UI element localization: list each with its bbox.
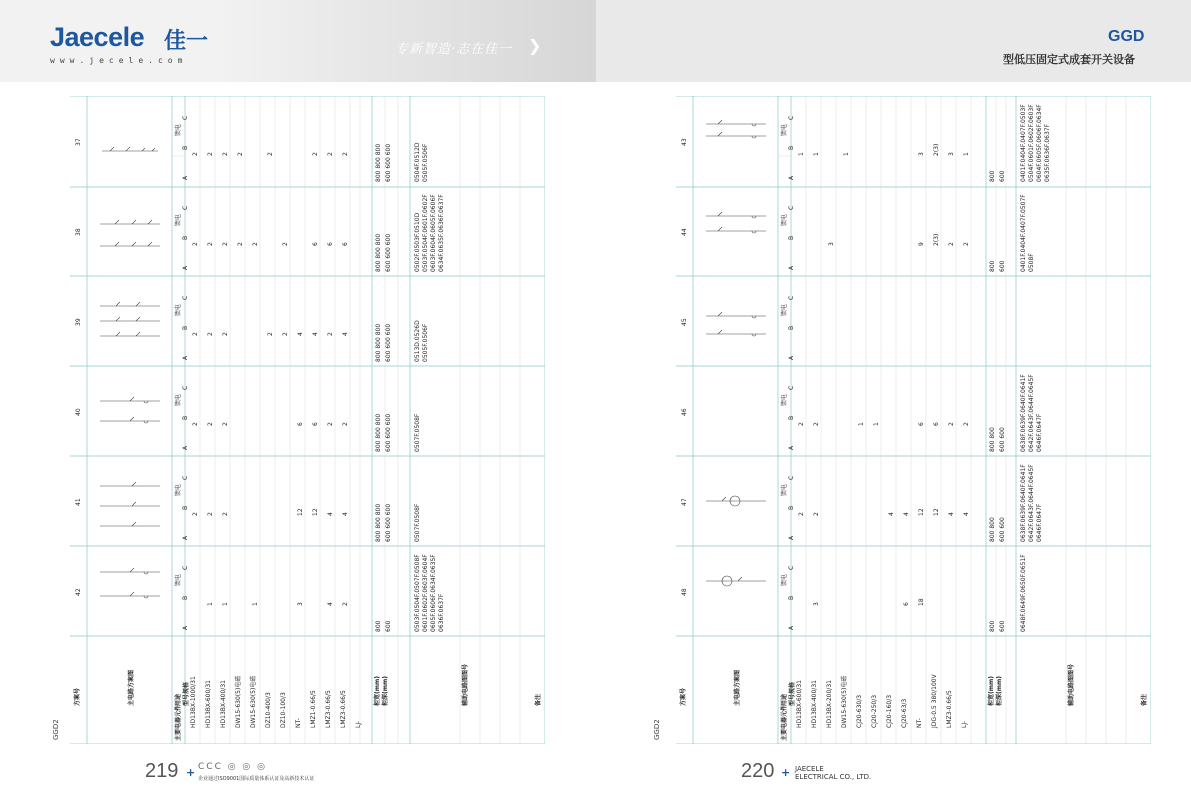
element-quantity: 4 <box>327 602 334 606</box>
page-number-right: 220 <box>741 760 775 782</box>
model-item: LJ- <box>961 720 968 728</box>
company-logo-cn: 佳一 <box>164 29 209 54</box>
element-quantity: 1 <box>963 152 970 156</box>
model-item: HD13BX-400/31 <box>220 680 227 728</box>
element-quantity: 2 <box>192 242 199 246</box>
phase-b-label: B <box>788 505 795 510</box>
element-quantity: 1 <box>222 602 229 606</box>
element-quantity: 2 <box>282 332 289 336</box>
element-quantity: 2 <box>342 422 349 426</box>
cabinet-width: 800 800 800 <box>375 413 382 452</box>
cabinet-depth: 600 <box>385 620 392 632</box>
company-logo: Jaecele <box>50 22 145 52</box>
model-label: 型号规格 <box>183 681 190 706</box>
element-quantity: 3 <box>828 242 835 246</box>
model-item: LJ- <box>355 720 362 728</box>
model-item: CJ20-250/3 <box>871 694 878 728</box>
model-item: DW15-630(5)电磁 <box>841 675 848 728</box>
phase-c-label: C <box>182 475 189 480</box>
main-elements-label: 主要电器元件 <box>781 704 788 741</box>
aux-diagram-ref: 0642F.0643F.0644F.0645F <box>1028 464 1035 542</box>
aux-diagram-ref: 0603F.0604F.0605F.0606F <box>430 194 437 272</box>
element-quantity: 2 <box>342 152 349 156</box>
model-item: NT- <box>295 718 302 728</box>
scheme-no-label: 方案号 <box>74 687 81 706</box>
phase-a-label: A <box>182 445 189 450</box>
cabinet-width: 800 800 800 <box>375 323 382 362</box>
phase-c-label: C <box>182 295 189 300</box>
model-item: LMZ1-0.66/5 <box>310 690 317 728</box>
aux-diagram-ref: 0642F.0643F.0644F.0645F <box>1028 374 1035 452</box>
phase-c-label: C <box>788 115 795 120</box>
aux-diagram-ref: 0505F.0506F <box>422 143 429 182</box>
aux-diagram-ref: 0604F.0605F.0606F.0634F <box>1036 104 1043 182</box>
usage-value: 馈电 <box>781 483 788 496</box>
element-quantity: 6 <box>312 242 319 246</box>
model-item: DZ10-400/3 <box>265 692 272 728</box>
aux-diagram-ref: 0401F.0404F.0407F.0503F <box>1020 104 1027 182</box>
element-quantity: 2 <box>222 332 229 336</box>
phase-c-label: C <box>182 565 189 570</box>
scheme-no-label: 方案号 <box>680 687 687 706</box>
width-label: 柜宽(mm) <box>374 676 381 706</box>
phase-b-label: B <box>182 505 189 510</box>
scheme-row <box>676 366 1151 456</box>
element-quantity: 2 <box>207 332 214 336</box>
element-quantity: 6 <box>297 422 304 426</box>
usage-value: 馈电 <box>175 483 182 496</box>
element-quantity: 4 <box>948 512 955 516</box>
scheme-number: 40 <box>75 408 82 416</box>
element-quantity: 2 <box>222 242 229 246</box>
aux-diagram-ref: 0636F.0637F <box>438 593 445 632</box>
element-quantity: 12 <box>918 508 925 516</box>
phase-c-label: C <box>182 205 189 210</box>
cabinet-width: 800 <box>989 170 996 182</box>
element-quantity: 2 <box>267 332 274 336</box>
aux-diagram-ref: 0646F.0647F <box>1036 413 1043 452</box>
element-quantity: 4 <box>312 332 319 336</box>
cabinet-width: 800 <box>375 620 382 632</box>
element-quantity: 2 <box>207 152 214 156</box>
model-item: LMZ3-0.66/5 <box>325 690 332 728</box>
element-quantity: 6 <box>312 422 319 426</box>
main-circuit-label: 主电路方案图 <box>128 669 135 706</box>
model-item: HD13BX-600/31 <box>205 680 212 728</box>
scheme-row <box>676 276 1151 366</box>
company-line-1: JAECELE <box>795 765 824 773</box>
element-quantity: 12 <box>312 508 319 516</box>
chevron-right-icon: ❯ <box>528 36 542 55</box>
page-number-left: 219 <box>145 760 179 782</box>
scheme-number: 43 <box>681 138 688 146</box>
element-quantity: 6 <box>903 602 910 606</box>
scheme-number: 39 <box>75 318 82 326</box>
model-label: 型号规格 <box>789 681 796 706</box>
scheme-row <box>70 366 545 456</box>
aux-diagram-ref: 0504F.0601F.0602F.0603F <box>1028 104 1035 182</box>
phase-c-label: C <box>182 115 189 120</box>
phase-a-label: A <box>788 265 795 270</box>
model-item: DW15-630(5)电磁 <box>250 675 257 728</box>
scheme-number: 41 <box>75 498 82 506</box>
usage-label: 用途 <box>175 693 182 706</box>
element-quantity: 1 <box>873 422 880 426</box>
side-label-left: GGD2 <box>52 719 60 740</box>
element-quantity: 2 <box>813 512 820 516</box>
aux-diagram-ref: 0507F.0508F <box>414 413 421 452</box>
element-quantity: 2 <box>207 512 214 516</box>
element-quantity: 6 <box>342 242 349 246</box>
element-quantity: 2 <box>237 242 244 246</box>
element-quantity: 18 <box>918 598 925 606</box>
element-quantity: 2 <box>327 152 334 156</box>
element-quantity: 6 <box>933 422 940 426</box>
usage-value: 馈电 <box>781 303 788 316</box>
element-quantity: 4 <box>903 512 910 516</box>
phase-a-label: A <box>788 625 795 630</box>
element-quantity: 2 <box>327 332 334 336</box>
cabinet-width: 800 800 800 <box>375 233 382 272</box>
scheme-number: 44 <box>681 228 688 236</box>
element-quantity: 2 <box>948 422 955 426</box>
phase-c-label: C <box>788 385 795 390</box>
cabinet-depth: 600 <box>999 260 1006 272</box>
model-item: HD13BX-400/31 <box>811 680 818 728</box>
element-quantity: 4 <box>327 512 334 516</box>
aux-diagram-ref: 0502F.0503F.0510D <box>414 212 421 272</box>
element-quantity: 1 <box>843 152 850 156</box>
element-quantity: 3 <box>918 152 925 156</box>
element-quantity: 2 <box>222 152 229 156</box>
element-quantity: 4 <box>963 512 970 516</box>
element-quantity: 4 <box>888 512 895 516</box>
usage-value: 馈电 <box>175 123 182 136</box>
main-elements-label: 主要电器元件 <box>175 704 182 741</box>
usage-value: 馈电 <box>781 393 788 406</box>
model-item: CJ20-160/3 <box>886 694 893 728</box>
element-quantity: 3 <box>813 602 820 606</box>
width-label: 柜宽(mm) <box>988 676 995 706</box>
scheme-row <box>70 456 545 546</box>
element-quantity: 2 <box>222 422 229 426</box>
element-quantity: 2 <box>798 422 805 426</box>
element-quantity: 2 <box>948 242 955 246</box>
cabinet-depth: 600 600 <box>999 427 1006 452</box>
depth-label: 柜深(mm) <box>382 676 389 706</box>
element-quantity: 2 <box>192 422 199 426</box>
model-item: DW15-630(5)电磁 <box>235 675 242 728</box>
scheme-row <box>676 96 1151 186</box>
phase-b-label: B <box>182 235 189 240</box>
element-quantity: 2 <box>342 602 349 606</box>
aux-label: 辅助电路图图号 <box>1068 663 1075 706</box>
scheme-number: 46 <box>681 408 688 416</box>
phase-a-label: A <box>182 535 189 540</box>
usage-value: 馈电 <box>175 303 182 316</box>
model-item: HD13BX-1000/31 <box>190 676 197 728</box>
phase-b-label: B <box>182 415 189 420</box>
aux-diagram-ref: 0401F.0404F.0407F.0507F <box>1020 194 1027 272</box>
phase-a-label: A <box>788 535 795 540</box>
element-quantity: 2 <box>222 512 229 516</box>
aux-diagram-ref: 0638F.0639F.0640F.0641F <box>1020 464 1027 542</box>
element-quantity: 4 <box>297 332 304 336</box>
element-quantity: 12 <box>933 508 940 516</box>
phase-a-label: A <box>182 355 189 360</box>
depth-label: 柜深(mm) <box>996 676 1003 706</box>
element-quantity: 6 <box>918 422 925 426</box>
main-circuit-label: 主电路方案图 <box>734 669 741 706</box>
phase-a-label: A <box>182 625 189 630</box>
scheme-number: 48 <box>681 588 688 596</box>
model-item: JDG-0.5 380/100V <box>931 674 938 728</box>
aux-label: 辅助电路图图号 <box>462 663 469 706</box>
cabinet-width: 800 <box>989 620 996 632</box>
slogan: 专新智造·志在佳一 <box>395 42 513 57</box>
phase-c-label: C <box>788 475 795 480</box>
certification-text: 企业通过ISO9001国际质量体系认证及高新技术认证 <box>198 776 315 782</box>
aux-diagram-ref: 0646F.0647F <box>1036 503 1043 542</box>
element-quantity: 2 <box>267 152 274 156</box>
remark-label: 备注 <box>535 693 542 706</box>
right-page-table <box>676 96 1151 744</box>
aux-diagram-ref: 0513D.0526D <box>414 320 421 362</box>
scheme-row <box>676 456 1151 546</box>
cabinet-depth: 600 600 600 <box>385 503 392 542</box>
cabinet-width: 800 800 800 <box>375 503 382 542</box>
phase-b-label: B <box>182 145 189 150</box>
model-item: CJ20-63/3 <box>901 698 908 728</box>
aux-diagram-ref: 0638F.0639F.0640F.0641F <box>1020 374 1027 452</box>
usage-value: 馈电 <box>781 123 788 136</box>
cabinet-depth: 600 <box>999 620 1006 632</box>
element-quantity: 1 <box>813 152 820 156</box>
company-name <box>795 765 871 781</box>
phase-c-label: C <box>788 205 795 210</box>
aux-diagram-ref: 0605F.0606F.0634F.0635F <box>430 554 437 632</box>
cabinet-width: 800 800 <box>989 517 996 542</box>
aux-diagram-ref: 0507F.0508F <box>414 503 421 542</box>
model-item: NT- <box>916 718 923 728</box>
element-quantity: 9 <box>918 242 925 246</box>
phase-c-label: C <box>788 295 795 300</box>
phase-b-label: B <box>788 595 795 600</box>
element-quantity: 3 <box>948 152 955 156</box>
model-item: CJ20-630/3 <box>856 694 863 728</box>
side-label-right: GGD2 <box>653 719 661 740</box>
left-page-table <box>70 96 545 744</box>
series-title: GGD <box>1108 28 1145 45</box>
aux-diagram-ref: 0601F.0602F.0603F.0604F <box>422 554 429 632</box>
scheme-row <box>70 276 545 366</box>
element-quantity: 2 <box>192 152 199 156</box>
scheme-row <box>70 546 545 636</box>
phase-a-label: A <box>788 355 795 360</box>
header <box>0 0 1191 82</box>
cabinet-depth: 600 600 600 <box>385 233 392 272</box>
scheme-row <box>70 186 545 276</box>
phase-b-label: B <box>182 325 189 330</box>
element-quantity: 2 <box>252 242 259 246</box>
element-quantity: 3 <box>297 602 304 606</box>
phase-b-label: B <box>788 325 795 330</box>
phase-b-label: B <box>788 235 795 240</box>
element-quantity: 2 <box>282 242 289 246</box>
phase-a-label: A <box>182 175 189 180</box>
scheme-number: 37 <box>75 138 82 146</box>
element-quantity: 1 <box>858 422 865 426</box>
cabinet-depth: 600 <box>999 170 1006 182</box>
element-quantity: 2 <box>312 152 319 156</box>
element-quantity: 2 <box>192 512 199 516</box>
plus-icon: + <box>781 766 791 779</box>
cabinet-depth: 600 600 <box>999 517 1006 542</box>
phase-b-label: B <box>788 415 795 420</box>
series-subtitle: 型低压固定式成套开关设备 <box>1003 53 1135 66</box>
phase-c-label: C <box>182 385 189 390</box>
usage-value: 馈电 <box>781 213 788 226</box>
model-item: LMZ3-0.66/5 <box>946 690 953 728</box>
phase-b-label: B <box>182 595 189 600</box>
cabinet-width: 800 800 <box>989 427 996 452</box>
element-quantity: 2 <box>963 242 970 246</box>
cabinet-width: 800 800 800 <box>375 143 382 182</box>
aux-diagram-ref: 0634F.0635F.0636F.0637F <box>438 194 445 272</box>
element-quantity: 1 <box>798 152 805 156</box>
aux-diagram-ref: 0503F.0504F.0601F.0602F <box>422 194 429 272</box>
element-quantity: 2 <box>207 422 214 426</box>
element-quantity: 2 <box>207 242 214 246</box>
phase-a-label: A <box>182 265 189 270</box>
phase-c-label: C <box>788 565 795 570</box>
aux-diagram-ref: 0503F.0504F.0507F.0508F <box>414 554 421 632</box>
model-item: LMZ3-0.66/5 <box>340 690 347 728</box>
model-item: HD13BX-600/31 <box>796 680 803 728</box>
element-quantity: 4 <box>342 512 349 516</box>
scheme-number: 38 <box>75 228 82 236</box>
element-quantity: 6 <box>327 242 334 246</box>
element-quantity: 2 <box>813 422 820 426</box>
cabinet-depth: 600 600 600 <box>385 143 392 182</box>
element-quantity: 2 <box>237 152 244 156</box>
element-quantity: 12 <box>297 508 304 516</box>
phase-a-label: A <box>788 175 795 180</box>
company-line-2: ELECTRICAL CO., LTD. <box>795 773 872 781</box>
company-url: www.jecele.com <box>50 56 188 65</box>
usage-value: 馈电 <box>175 573 182 586</box>
cabinet-width: 800 <box>989 260 996 272</box>
aux-diagram-ref: 0648F.0649F.0650F.0651F <box>1020 554 1027 632</box>
element-quantity: 2(3) <box>933 233 940 246</box>
cabinet-depth: 600 600 600 <box>385 323 392 362</box>
scheme-row <box>70 96 545 186</box>
element-quantity: 2 <box>798 512 805 516</box>
phase-b-label: B <box>788 145 795 150</box>
aux-diagram-ref: 0635F.0636F.0637F <box>1044 123 1051 182</box>
element-quantity: 2 <box>327 422 334 426</box>
scheme-number: 42 <box>75 588 82 596</box>
phase-a-label: A <box>788 445 795 450</box>
model-item: HD13BX-200/31 <box>826 680 833 728</box>
element-quantity: 1 <box>207 602 214 606</box>
model-item: DZ10-100/3 <box>280 692 287 728</box>
certification-icons: CCC ◎ ◎ ◎ <box>198 762 267 772</box>
plus-icon: + <box>186 766 196 779</box>
cabinet-depth: 600 600 600 <box>385 413 392 452</box>
scheme-number: 47 <box>681 498 688 506</box>
element-quantity: 4 <box>342 332 349 336</box>
element-quantity: 2 <box>963 422 970 426</box>
usage-value: 馈电 <box>781 573 788 586</box>
usage-value: 馈电 <box>175 213 182 226</box>
element-quantity: 1 <box>252 602 259 606</box>
usage-value: 馈电 <box>175 393 182 406</box>
scheme-row <box>676 546 1151 636</box>
remark-label: 备注 <box>1141 693 1148 706</box>
aux-diagram-ref: 0504F.0512D <box>414 142 421 182</box>
usage-label: 用途 <box>781 693 788 706</box>
aux-diagram-ref: 0508F <box>1028 253 1035 272</box>
aux-diagram-ref: 0505F.0506F <box>422 323 429 362</box>
element-quantity: 2(3) <box>933 143 940 156</box>
scheme-number: 45 <box>681 318 688 326</box>
element-quantity: 2 <box>192 332 199 336</box>
scheme-row <box>676 186 1151 276</box>
header-right-band <box>596 0 1191 82</box>
